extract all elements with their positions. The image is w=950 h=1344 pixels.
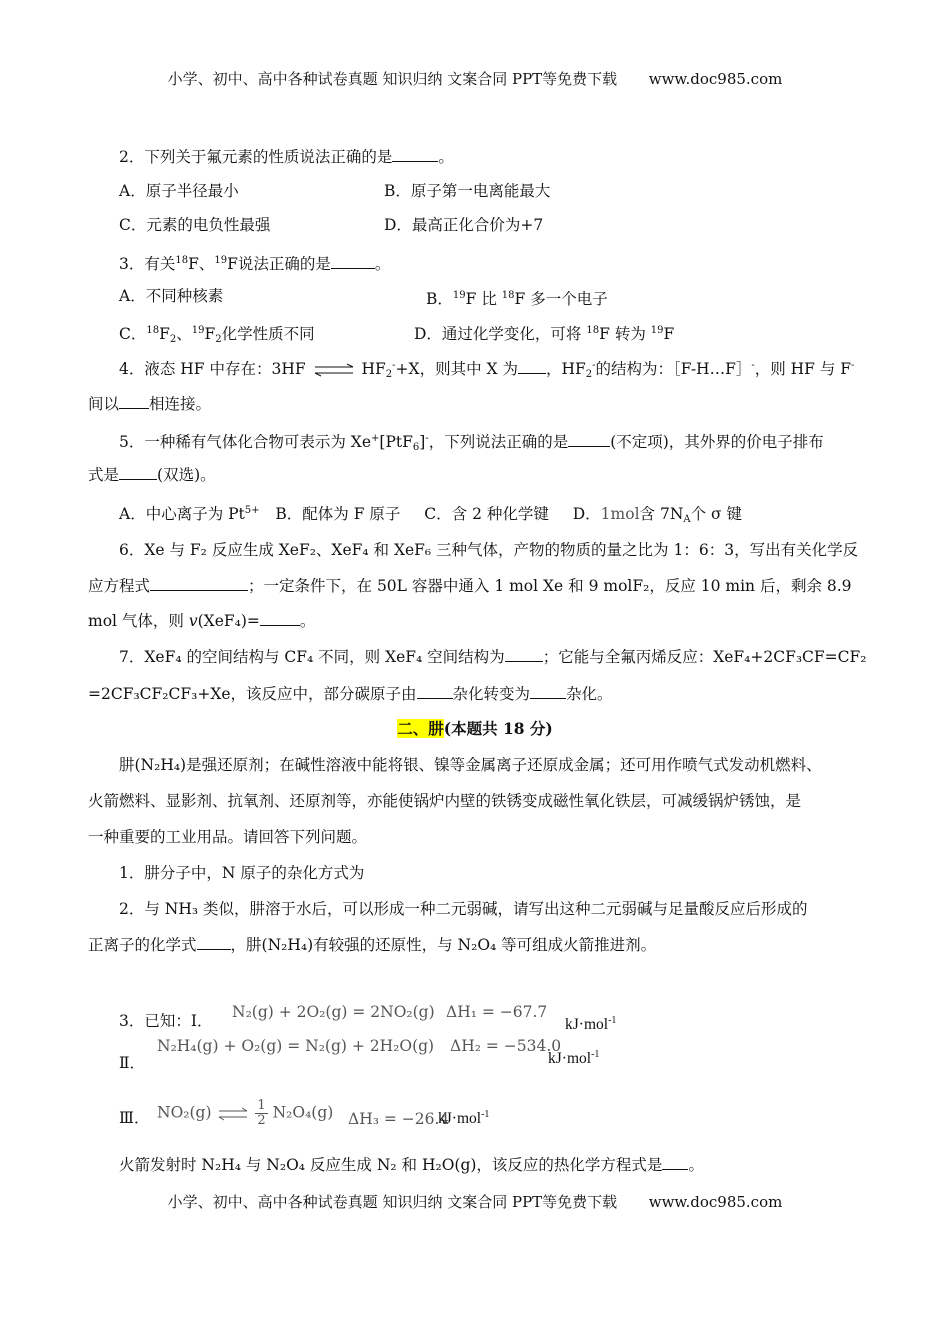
opt-label: C． — [119, 325, 147, 343]
q5-mol: 1mol — [600, 505, 640, 523]
f-symbol: F — [227, 255, 238, 273]
q7-l1-prefix: 7．XeF₄ 的空间结构与 CF₄ 不同，则 XeF₄ 空间结构为 — [119, 648, 505, 666]
q7-l2-suffix: 杂化。 — [566, 685, 613, 703]
footer-text: 小学、初中、高中各种试卷真题 知识归纳 文案合同 PPT等免费下载 — [167, 1193, 618, 1211]
q7-l2-mid: 杂化转变为 — [452, 685, 531, 703]
q2-option-d: D．最高正化合价为+7 — [384, 216, 544, 234]
f-symbol: F — [159, 325, 170, 343]
answer-blank — [197, 935, 231, 950]
sup-plus: + — [371, 433, 380, 444]
mass-18: 18 — [175, 255, 189, 266]
q5-option-b: B．配体为 F 原子 — [275, 505, 401, 523]
question-6-line2 — [88, 575, 852, 597]
answer-blank — [518, 359, 546, 374]
equation-3-label: Ⅲ． — [119, 1109, 150, 1127]
unit-text: kJ·mol — [438, 1110, 482, 1127]
mass-19: 19 — [650, 325, 664, 336]
q3-option-d — [414, 320, 674, 345]
q2-option-a: A．原子半径最小 — [119, 182, 239, 200]
final-prefix: 火箭发射时 N₂H₄ 与 N₂O₄ 反应生成 N₂ 和 H₂O(g)，该反应的热化学方程式是 — [119, 1156, 663, 1174]
answer-blank — [119, 394, 149, 409]
q2-option-b: B．原子第一电离能最大 — [384, 182, 551, 200]
sup-5plus: 5+ — [244, 505, 260, 516]
unit-1 — [565, 1010, 616, 1036]
equation-2-label: Ⅱ． — [119, 1054, 146, 1072]
answer-blank — [417, 684, 453, 699]
sub-2: 2 — [385, 369, 393, 380]
equation-3 — [157, 1099, 333, 1128]
answer-blank — [505, 647, 543, 662]
header-text: 小学、初中、高中各种试卷真题 知识归纳 文案合同 PPT等免费下载 — [167, 70, 618, 88]
answer-blank — [392, 147, 438, 162]
q6-l2-suffix: ；一定条件下，在 50L 容器中通入 1 mol Xe 和 9 molF₂，反应 10 min 后，剩余 8.9 — [248, 577, 852, 595]
q3b-end: 多一个电子 — [530, 290, 608, 308]
q5-option-d: D． — [572, 505, 601, 523]
q6-l2-prefix: 应方程式 — [88, 577, 151, 595]
q5-d-end: 个 σ 键 — [690, 505, 743, 523]
q5-close: ] — [419, 433, 426, 451]
mass-18: 18 — [586, 325, 600, 336]
delta-h-1: ΔH₁ = −67.7 — [446, 1003, 548, 1021]
header-url: www.doc985.com — [648, 70, 783, 88]
equation-2: N₂H₄(g) + O₂(g) = N₂(g) + 2H₂O(g) — [157, 1037, 435, 1055]
question-7-line1 — [119, 646, 866, 668]
q5-prefix: 5．一种稀有气体化合物可表示为 Xe — [119, 433, 371, 451]
page-footer — [0, 1191, 950, 1212]
q2-option-c: C．元素的电负性最强 — [119, 216, 271, 234]
q2-tail: 。 — [438, 148, 454, 166]
q5-options — [119, 500, 742, 531]
mass-19: 19 — [214, 255, 228, 266]
q4-product: HF — [361, 360, 386, 378]
question-5-line2 — [88, 464, 216, 486]
mass-18: 18 — [501, 290, 515, 301]
q3b-mid: 比 — [481, 290, 497, 308]
question-4-line1: 4．液态 HF 中存在：3HF $HF_2^-+X$，则其中 X 为 ，$HF_2^-$的结构为：［F-H…F］-，则 HF 与 F- — [119, 360, 855, 380]
unit-2 — [548, 1044, 599, 1070]
q3-option-c: C．$^{18}F_2$、$^{19}F_2$化学性质不同 — [119, 325, 315, 345]
q5-mid: ，下列说法正确的是 — [428, 433, 569, 451]
section-2-q2-line2 — [88, 934, 656, 956]
fraction-one-half — [255, 1099, 267, 1128]
mass-18: 18 — [146, 325, 160, 336]
equilibrium-arrow-icon — [216, 1107, 250, 1121]
q5-option-a: A．中心离子为 Pt — [119, 505, 245, 523]
q3-suffix: 说法正确的是 — [237, 255, 331, 273]
answer-blank — [568, 432, 610, 447]
q5-bracket: [PtF — [379, 433, 413, 451]
answer-blank — [530, 684, 566, 699]
mass-19: 19 — [452, 290, 466, 301]
separator: 、 — [176, 325, 192, 343]
question-3-stem — [119, 250, 390, 275]
q6-l3-suffix: 。 — [299, 612, 316, 630]
s2q2-suffix: ，肼(N₂H₄)有较强的还原性，与 N₂O₄ 等可组成火箭推进剂。 — [230, 936, 657, 954]
q3c-mid: 化学性质不同 — [221, 325, 315, 343]
q4-l2-prefix: 间以 — [88, 395, 120, 413]
section-2-intro-1: 肼(N₂H₄)是强还原剂；在碱性溶液中能将银、镍等金属离子还原成金属；还可用作喷气式发动机燃料、 — [119, 756, 822, 774]
unit-sup: -1 — [608, 1015, 617, 1026]
q5-d-suffix: 含 7N — [639, 505, 684, 523]
section-title-rest: (本题共 18 分) — [443, 719, 553, 738]
question-2-stem — [119, 146, 454, 168]
section-title-highlight: 二、肼 — [397, 719, 444, 738]
question-6-line1: 6．Xe 与 F₂ 反应生成 XeF₂、XeF₄ 和 XeF₆ 三种气体，产物的物质的量之比为 1：6：3，写出有关化学反 — [119, 541, 859, 559]
question-5-line1 — [119, 428, 824, 459]
q4-plusx: +X，则其中 X 为 — [395, 360, 518, 378]
section-2-title — [0, 718, 950, 740]
q3-prefix: 3．有关 — [119, 255, 176, 273]
f-symbol: F — [204, 325, 216, 343]
page-header — [0, 68, 950, 89]
f-symbol: F — [514, 290, 526, 308]
q3-option-b — [426, 285, 608, 310]
f-symbol: F — [188, 255, 199, 273]
section-2-q3-label: 3．已知：Ⅰ． — [119, 1012, 213, 1030]
separator: 、 — [198, 255, 215, 273]
answer-blank — [662, 1155, 688, 1170]
q3-option-a: A．不同种核素 — [119, 287, 224, 305]
unit-text: kJ·mol — [548, 1050, 592, 1067]
section-2-q1: 1．肼分子中，N 原子的杂化方式为 — [119, 864, 365, 882]
delta-h-2: ΔH₂ = −534.0 — [450, 1037, 562, 1055]
unit-sup: -1 — [591, 1049, 600, 1060]
q5-mid2: (不定项)，其外界的价电子排布 — [610, 433, 824, 451]
f-symbol: F — [465, 290, 477, 308]
q4-l2-suffix: 相连接。 — [149, 395, 212, 413]
frac-den: 2 — [257, 1113, 266, 1128]
answer-blank — [150, 576, 248, 591]
sub-a: A — [683, 514, 691, 525]
q4-mid2: 的结构为：［F-H…F］ — [595, 360, 752, 378]
mass-19: 19 — [191, 325, 205, 336]
q6-l3-mid: (XeF₄)= — [197, 612, 260, 630]
q4-prefix: 4．液态 HF 中存在：3HF — [119, 360, 306, 378]
equation-1: N₂(g) + 2O₂(g) = 2NO₂(g) — [232, 1003, 435, 1021]
answer-blank — [260, 611, 300, 626]
unit-3 — [438, 1104, 489, 1130]
opt-label: B． — [426, 290, 453, 308]
q3d-prefix: D．通过化学变化，可将 — [414, 325, 582, 343]
unit-sup: -1 — [481, 1109, 490, 1120]
f-symbol: F — [599, 325, 610, 343]
q4-mid3: ，则 HF 与 F — [754, 360, 852, 378]
s2q2-prefix: 正离子的化学式 — [88, 936, 197, 954]
sup-minus: - — [425, 433, 429, 444]
sup-minus: - — [392, 360, 396, 371]
question-4-line2 — [88, 393, 211, 415]
q2-stem-text: 2．下列关于氟元素的性质说法正确的是 — [119, 148, 393, 166]
q3d-mid: 转为 — [614, 325, 646, 343]
f-symbol: F — [663, 325, 675, 343]
section-2-q2-line1: 2．与 NH₃ 类似，肼溶于水后，可以形成一种二元弱碱，请写出这种二元弱碱与足量酸反应后形成的 — [119, 900, 808, 918]
eq3-right: N₂O₄(g) — [272, 1103, 334, 1122]
section-2-intro-3: 一种重要的工业用品。请回答下列问题。 — [88, 828, 368, 846]
eq3-left: NO₂(g) — [157, 1103, 212, 1122]
footer-url: www.doc985.com — [648, 1193, 783, 1211]
q6-l3-prefix: mol 气体，则 — [88, 612, 189, 630]
section-2-intro-2: 火箭燃料、显影剂、抗氧剂、还原剂等，亦能使锅炉内壁的铁锈变成磁性氧化铁层，可减缓锅炉锈蚀，是 — [88, 792, 802, 810]
delta-h-3: ΔH₃ = −26.4 — [348, 1110, 450, 1128]
sub-6: 6 — [412, 442, 420, 453]
q3-tail: 。 — [374, 255, 391, 273]
frac-num: 1 — [257, 1098, 266, 1113]
q7-l1-suffix: ；它能与全氟丙烯反应：XeF₄+2CF₃CF=CF₂ — [542, 648, 867, 666]
final-suffix: 。 — [688, 1156, 704, 1174]
q5-l2-suffix: (双选)。 — [157, 466, 216, 484]
answer-blank — [331, 254, 375, 269]
q5-l2-prefix: 式是 — [88, 466, 120, 484]
q4-mid: ，HF — [545, 360, 586, 378]
equilibrium-arrow-icon — [311, 363, 357, 377]
question-7-line2 — [88, 683, 613, 705]
question-6-line3 — [88, 610, 315, 632]
section-2-q3-final — [119, 1154, 704, 1176]
q6-v: v — [188, 612, 198, 630]
q5-option-c: C．含 2 种化学键 — [424, 505, 549, 523]
q7-l2-prefix: =2CF₃CF₂CF₃+Xe，该反应中，部分碳原子由 — [88, 685, 417, 703]
answer-blank — [119, 465, 157, 480]
unit-text: kJ·mol — [565, 1016, 609, 1033]
